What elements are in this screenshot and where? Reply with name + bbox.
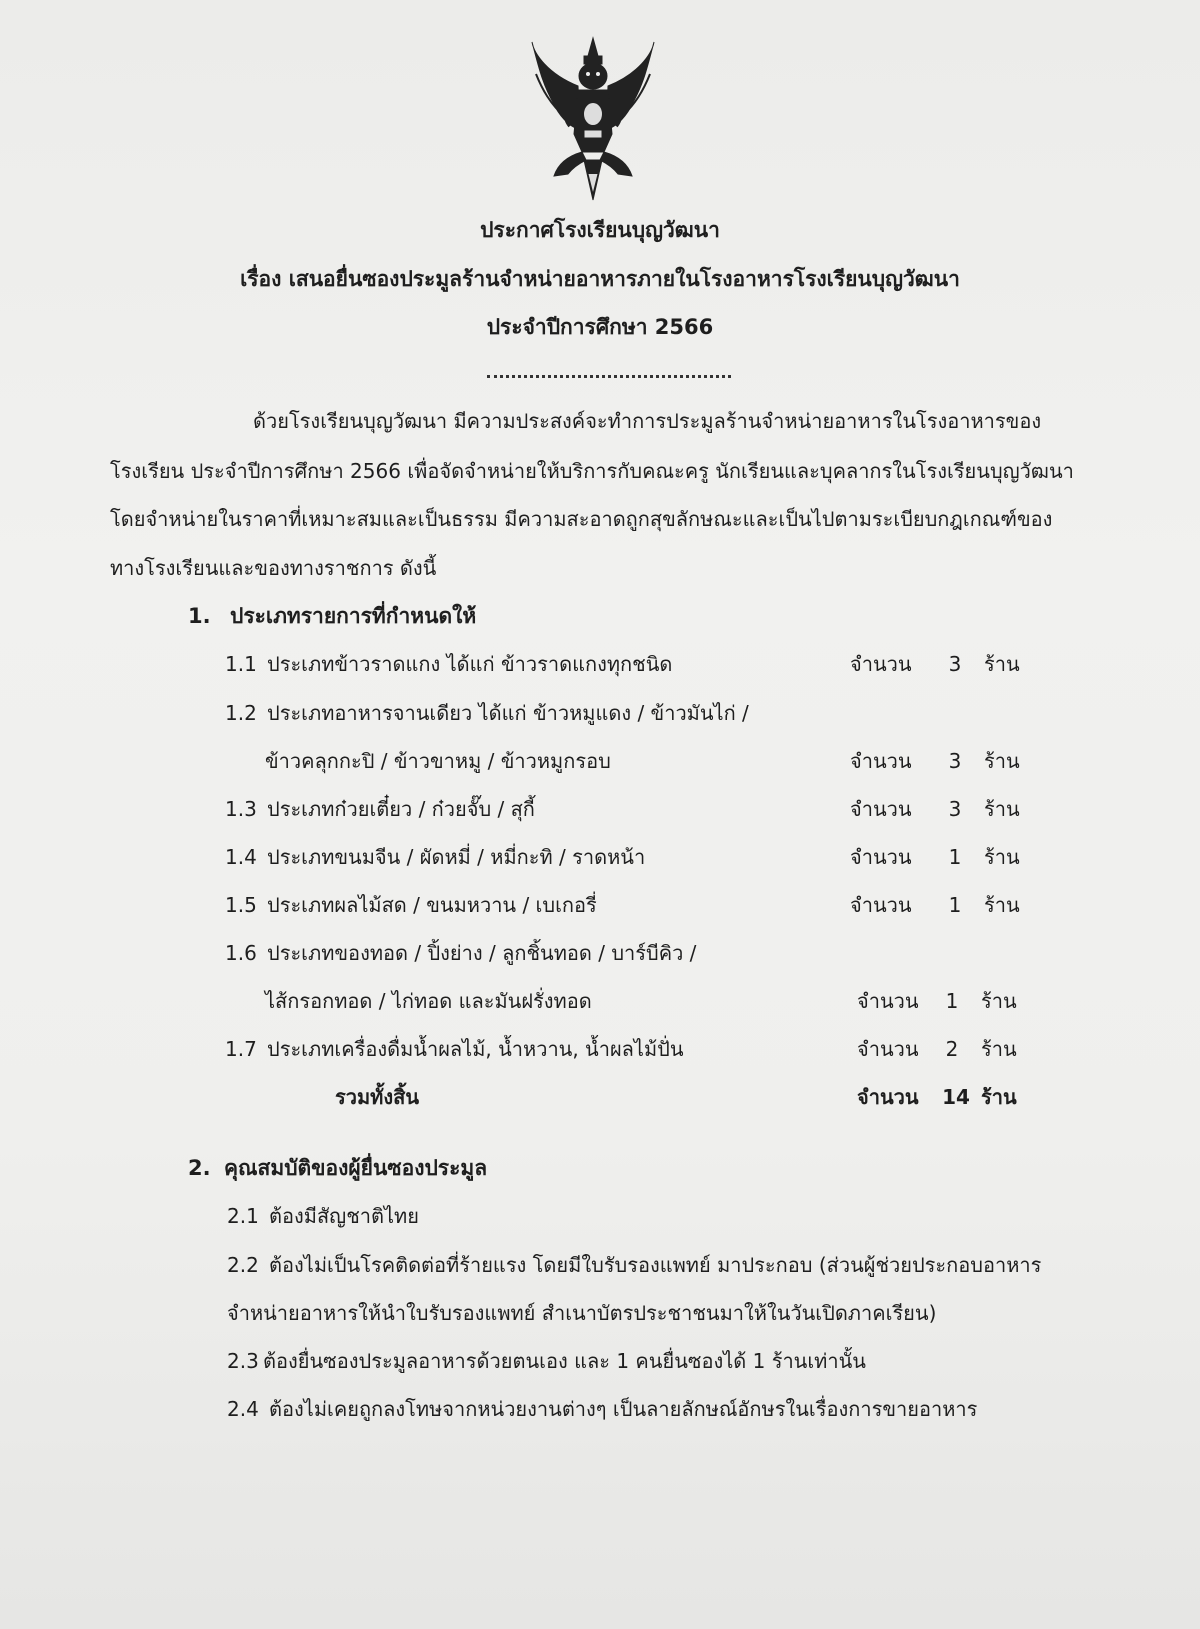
item-quantity: จำนวน 1 ร้าน bbox=[850, 893, 1020, 917]
list-item: 2.2 ต้องไม่เป็นโรคติดต่อที่ร้ายแรง โดยมีใบรับรองแพทย์ มาประกอบ (ส่วนผู้ช่วยประกอบอาหาร bbox=[227, 1253, 1042, 1277]
list-item: 1.6 ประเภทของทอด / ปิ้งย่าง / ลูกชิ้นทอด / บาร์บีคิว / bbox=[225, 941, 697, 965]
section-title: ประเภทรายการที่กำหนดให้ bbox=[230, 604, 477, 628]
item-quantity: จำนวน 3 ร้าน bbox=[850, 749, 1020, 773]
section-number: 1. bbox=[188, 604, 211, 628]
list-item: 1.7 ประเภทเครื่องดื่มน้ำผลไม้, น้ำหวาน, น้ำผลไม้ปั่น bbox=[225, 1037, 684, 1061]
total-label: รวมทั้งสิ้น bbox=[335, 1085, 419, 1109]
garuda-emblem-icon bbox=[528, 34, 658, 204]
list-item: 1.4 ประเภทขนมจีน / ผัดหมี่ / หมี่กะทิ / ราดหน้า bbox=[225, 845, 646, 869]
list-item: 1.5 ประเภทผลไม้สด / ขนมหวาน / เบเกอรี่ bbox=[225, 893, 597, 917]
section-number: 2. bbox=[188, 1156, 211, 1180]
section-1-heading bbox=[188, 600, 476, 633]
item-quantity: จำนวน 3 ร้าน bbox=[850, 797, 1020, 821]
item-quantity: จำนวน 2 ร้าน bbox=[857, 1037, 1017, 1061]
section-title: คุณสมบัติของผู้ยื่นซองประมูล bbox=[224, 1156, 488, 1180]
dotted-separator bbox=[487, 375, 731, 378]
section-2-heading bbox=[188, 1152, 487, 1185]
item-quantity: จำนวน 3 ร้าน bbox=[850, 652, 1020, 676]
list-item: 1.2 ประเภทอาหารจานเดียว ได้แก่ ข้าวหมูแดง / ข้าวมันไก่ / bbox=[225, 701, 749, 725]
list-item: 2.1 ต้องมีสัญชาติไทย bbox=[227, 1204, 419, 1228]
announcement-subject: เรื่อง เสนอยื่นซองประมูลร้านจำหน่ายอาหารภายในโรงอาหารโรงเรียนบุญวัฒนา bbox=[240, 267, 960, 291]
item-quantity: จำนวน 1 ร้าน bbox=[850, 845, 1020, 869]
intro-line-3: โดยจำหน่ายในราคาที่เหมาะสมและเป็นธรรม มีความสะอาดถูกสุขลักษณะและเป็นไปตามระเบียบกฎเกณฑ์ของ bbox=[110, 507, 1053, 531]
list-item-continuation: ข้าวคลุกกะปิ / ข้าวขาหมู / ข้าวหมูกรอบ bbox=[265, 749, 611, 773]
list-item: 1.1 ประเภทข้าวราดแกง ได้แก่ ข้าวราดแกงทุกชนิด bbox=[225, 652, 673, 676]
list-item: 1.3 ประเภทก๋วยเตี๋ยว / ก๋วยจั๊บ / สุกี้ bbox=[225, 797, 535, 821]
academic-year: ประจำปีการศึกษา 2566 bbox=[486, 315, 714, 339]
list-item-continuation: จำหน่ายอาหารให้นำใบรับรองแพทย์ สำเนาบัตรประชาชนมาให้ในวันเปิดภาคเรียน) bbox=[227, 1301, 937, 1325]
list-item-continuation: ไส้กรอกทอด / ไก่ทอด และมันฝรั่งทอด bbox=[265, 989, 592, 1013]
intro-line-4: ทางโรงเรียนและของทางราชการ ดังนี้ bbox=[110, 556, 437, 580]
list-item: 2.4 ต้องไม่เคยถูกลงโทษจากหน่วยงานต่างๆ เป็นลายลักษณ์อักษรในเรื่องการขายอาหาร bbox=[227, 1397, 978, 1421]
intro-line-2: โรงเรียน ประจำปีการศึกษา 2566 เพื่อจัดจำหน่ายให้บริการกับคณะครู นักเรียนและบุคลากรในโรงเรียนบุญวัฒนา bbox=[110, 459, 1074, 483]
announcement-title: ประกาศโรงเรียนบุญวัฒนา bbox=[480, 218, 720, 242]
list-item: 2.3 ต้องยื่นซองประมูลอาหารด้วยตนเอง และ 1 คนยื่นซองได้ 1 ร้านเท่านั้น bbox=[227, 1349, 866, 1373]
item-quantity: จำนวน 1 ร้าน bbox=[857, 989, 1017, 1013]
total-quantity: จำนวน 14 ร้าน bbox=[857, 1085, 1017, 1109]
intro-line-1: ด้วยโรงเรียนบุญวัฒนา มีความประสงค์จะทำการประมูลร้านจำหน่ายอาหารในโรงอาหารของ bbox=[253, 409, 1042, 433]
